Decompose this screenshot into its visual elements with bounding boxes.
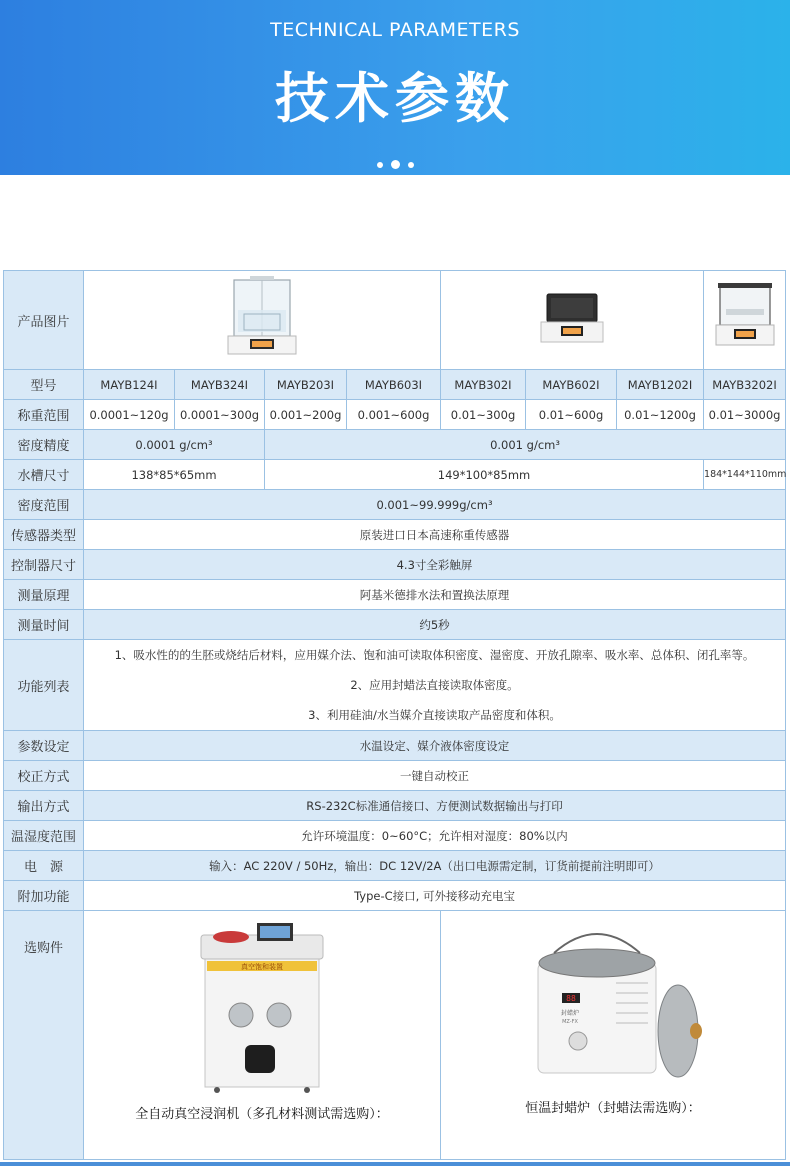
option-wax-caption: 恒温封蜡炉（封蜡法需选购）： (525, 1101, 701, 1116)
row-sensor (4, 520, 786, 550)
dot-decoration (391, 160, 400, 169)
label-power: 电 源 (4, 851, 84, 881)
model-cell: MAYB603I (347, 370, 441, 400)
label-principle: 测量原理 (4, 580, 84, 610)
option-vacuum (84, 911, 441, 1160)
wax-furnace-icon (518, 923, 708, 1093)
header-banner (0, 0, 790, 175)
output-value: RS-232C标准通信接口、方便测试数据输出与打印 (84, 791, 786, 821)
range-cell: 0.001~600g (347, 400, 441, 430)
model-cell: MAYB124I (84, 370, 175, 400)
label-model: 型号 (4, 370, 84, 400)
range-cell: 0.01~300g (441, 400, 526, 430)
label-functions: 功能列表 (4, 640, 84, 731)
model-cell: MAYB203I (265, 370, 347, 400)
range-cell: 0.01~1200g (617, 400, 704, 430)
balance-large-icon (712, 279, 778, 359)
precision-value: 0.001 g/cm³ (265, 430, 786, 460)
option-vacuum-caption: 全自动真空浸润机（多孔材料测试需选购）： (135, 1107, 389, 1122)
row-weigh-range (4, 400, 786, 430)
label-env: 温湿度范围 (4, 821, 84, 851)
model-cell: MAYB3202I (704, 370, 786, 400)
label-options: 选购件 (4, 911, 84, 1160)
params-value: 水温设定、媒介液体密度设定 (84, 731, 786, 761)
label-time: 测量时间 (4, 610, 84, 640)
controller-value: 4.3寸全彩触屏 (84, 550, 786, 580)
range-cell: 0.001~200g (265, 400, 347, 430)
row-functions (4, 640, 786, 731)
sensor-value: 原装进口日本高速称重传感器 (84, 520, 786, 550)
label-density-precision: 密度精度 (4, 430, 84, 460)
row-principle (4, 580, 786, 610)
row-density-precision (4, 430, 786, 460)
row-output (4, 791, 786, 821)
model-cell: MAYB602I (526, 370, 617, 400)
vacuum-machine-icon (197, 915, 327, 1095)
label-extra: 附加功能 (4, 881, 84, 911)
range-cell: 0.0001~300g (175, 400, 265, 430)
row-controller (4, 550, 786, 580)
env-value: 允许环境温度：0~60°C；允许相对湿度：80%以内 (84, 821, 786, 851)
row-power (4, 851, 786, 881)
calibration-value: 一键自动校正 (84, 761, 786, 791)
row-density-range (4, 490, 786, 520)
density-range-value: 0.001~99.999g/cm³ (84, 490, 786, 520)
principle-value: 阿基米德排水法和置换法原理 (84, 580, 786, 610)
row-time (4, 610, 786, 640)
label-weigh-range: 称重范围 (4, 400, 84, 430)
label-calibration: 校正方式 (4, 761, 84, 791)
power-value: 输入：AC 220V / 50Hz，输出：DC 12V/2A（出口电源需定制，订货前提前注明即可） (84, 851, 786, 881)
row-model (4, 370, 786, 400)
row-env (4, 821, 786, 851)
tank-value: 184*144*110mm (704, 460, 786, 490)
banner-title: 技术参数 (275, 67, 515, 130)
vacuum-panel-text: 真空饱和装置 (241, 963, 283, 971)
model-cell: MAYB302I (441, 370, 526, 400)
wax-panel-text: 封蜡炉 (561, 1010, 580, 1017)
row-image (4, 271, 786, 370)
label-params: 参数设定 (4, 731, 84, 761)
product-photo-3 (704, 271, 786, 370)
row-params (4, 731, 786, 761)
tank-value: 149*100*85mm (265, 460, 704, 490)
tank-value: 138*85*65mm (84, 460, 265, 490)
function-item: 1、吸水性的的生胚或烧结后材料，应用媒介法、饱和油可读取体积密度、湿密度、开放孔隙率、吸水率、总体积、闭孔率等。 (114, 648, 755, 662)
wax-panel-sub: MZ-FX (562, 1019, 578, 1025)
option-wax-furnace (441, 911, 786, 1160)
label-output: 输出方式 (4, 791, 84, 821)
functions-value (84, 640, 786, 731)
function-item: 3、利用硅油/水当媒介直接读取产品密度和体积。 (308, 708, 561, 722)
balance-dark-icon (537, 284, 607, 354)
spec-table (3, 270, 786, 1160)
label-controller: 控制器尺寸 (4, 550, 84, 580)
banner-subtitle: TECHNICAL PARAMETERS (270, 19, 520, 41)
time-value: 约5秒 (84, 610, 786, 640)
extra-value: Type-C接口, 可外接移动充电宝 (84, 881, 786, 911)
wax-display-text: 88 (566, 994, 576, 1003)
row-extra (4, 881, 786, 911)
dot-decoration (377, 162, 383, 168)
label-image: 产品图片 (4, 271, 84, 370)
model-cell: MAYB324I (175, 370, 265, 400)
label-sensor: 传感器类型 (4, 520, 84, 550)
dot-decoration (408, 162, 414, 168)
label-tank-size: 水槽尺寸 (4, 460, 84, 490)
range-cell: 0.01~600g (526, 400, 617, 430)
product-photo-1 (84, 271, 441, 370)
range-cell: 0.01~3000g (704, 400, 786, 430)
model-cell: MAYB1202I (617, 370, 704, 400)
precision-value: 0.0001 g/cm³ (84, 430, 265, 460)
range-cell: 0.0001~120g (84, 400, 175, 430)
balance-glass-icon (222, 274, 302, 364)
product-photo-2 (441, 271, 704, 370)
row-calibration (4, 761, 786, 791)
banner-dots (0, 154, 790, 173)
row-tank-size (4, 460, 786, 490)
function-item: 2、应用封蜡法直接读取体密度。 (350, 678, 519, 692)
row-options (4, 911, 786, 1160)
label-density-range: 密度范围 (4, 490, 84, 520)
bottom-divider (0, 1162, 790, 1166)
